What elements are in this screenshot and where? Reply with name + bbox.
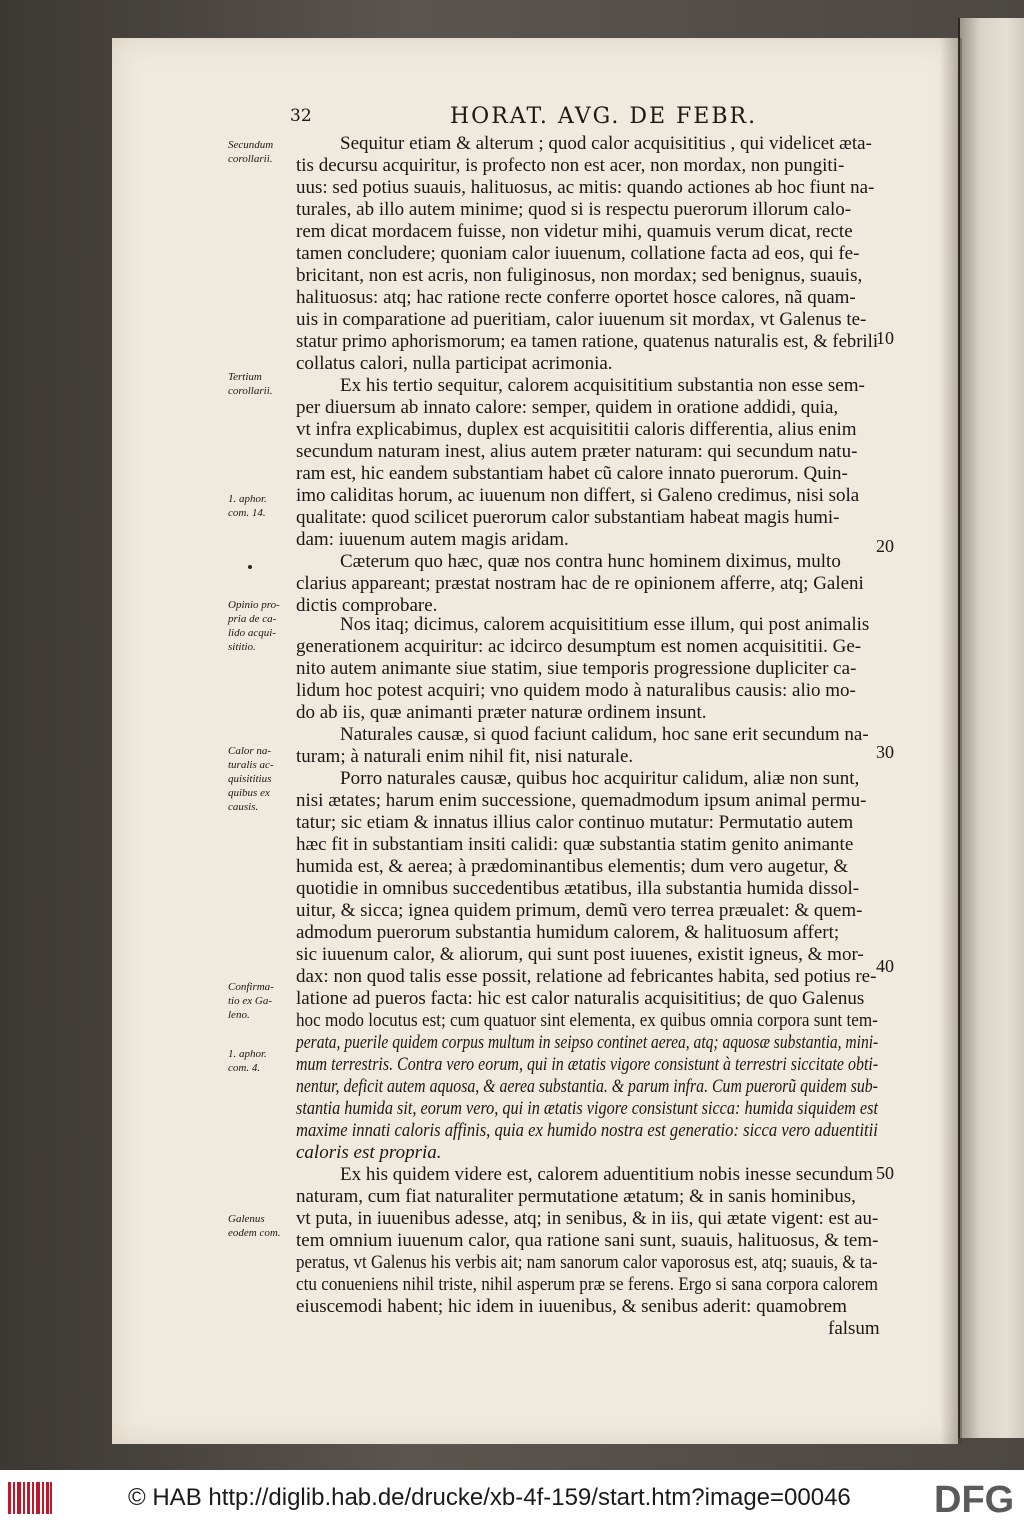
text-line: peratus, vt Galenus his verbis ait; nam sanorum calor vaporosus est, atq; suauis, & ta- <box>296 1252 878 1273</box>
text-line: nisi ætates; harum enim successione, quemadmodum ipsum animal permu- <box>296 790 867 811</box>
margin-note-line: Calor na- <box>228 745 272 757</box>
text-line: dax: non quod talis esse possit, relatione ad febricantes habita, sed potius re- <box>296 966 877 987</box>
line-number: 30 <box>876 742 894 762</box>
text-line: imo caliditas horum, ac iuuenum non differt, si Galeno credimus, nisi sola <box>296 485 860 506</box>
text-line: Ex his tertio sequitur, calorem acquisititium substantia non esse sem- <box>340 375 865 396</box>
text-line: sic iuuenum calor, & aliorum, qui sunt post iuuenes, existit igneus, & mor- <box>296 944 864 965</box>
margin-note-line: 1. aphor. <box>228 1048 267 1060</box>
margin-note-line: tio ex Ga- <box>228 995 272 1007</box>
margin-note-line: com. 14. <box>228 507 266 519</box>
text-line: halituosus: atq; hac ratione recte conferre oportet hosce calores, nã quam- <box>296 287 856 308</box>
text-line: secundum naturam inest, alius autem præter naturam: qui secundum natu- <box>296 441 858 462</box>
margin-note-line: pria de ca- <box>228 613 277 625</box>
text-line: caloris est propria. <box>296 1142 442 1163</box>
text-line: naturam, cum fiat naturaliter permutatione ætatum; & in sanis hominibus, <box>296 1186 856 1207</box>
margin-note <box>228 1212 281 1240</box>
text-line: falsum <box>828 1318 880 1339</box>
text-line: vt infra explicabimus, duplex est acquisititii caloris differentia, alius enim <box>296 419 857 440</box>
text-line: Nos itaq; dicimus, calorem acquisititium esse illum, qui post animalis <box>340 614 870 635</box>
margin-note-line: lido acqui- <box>228 627 276 639</box>
text-line: humida est, & aerea; à prædominantibus elementis; dum vero augetur, & <box>296 856 849 877</box>
text-line: latione ad pueros facta: hic est calor naturalis acquisititius; de quo Galenus <box>296 988 865 1009</box>
barcode-icon <box>8 1482 52 1514</box>
text-line: uus: sed potius suauis, halituosus, ac mitis: quando actiones ab hoc fiunt na- <box>296 177 875 198</box>
margin-note-line: sititio. <box>228 641 256 653</box>
text-line: mum terrestris. Contra vero eorum, qui in ætatis vigore consistunt à terrestri siccitate obti- <box>296 1054 879 1075</box>
margin-note-line: Galenus <box>228 1213 265 1225</box>
text-line: quotidie in omnibus succedentibus ætatibus, illa substantia humida dissol- <box>296 878 860 899</box>
text-line: statur primo aphorismorum; ea tamen ratione, quatenus naturalis est, & febrili <box>296 331 879 352</box>
margin-note <box>228 138 273 166</box>
text-line: turales, ab illo autem minime; quod si is respectu puerorum illorum calo- <box>296 199 852 220</box>
text-line: uis in comparatione ad pueritiam, calor iuuenum sit mordax, vt Galenus te- <box>296 309 867 330</box>
text-line: do ab iis, quæ animanti præter naturæ ordinem insunt. <box>296 702 707 723</box>
page-number: 32 <box>290 106 312 126</box>
text-line: Sequitur etiam & alterum ; quod calor acquisititius , qui videlicet æta- <box>340 133 872 154</box>
margin-note <box>228 744 274 814</box>
text-line: uitur, & sicca; ignea quidem primum, demũ vero terrea præualet: & quem- <box>296 900 863 921</box>
text-line: nito autem animante siue statim, siue temporis progressione dupliciter ca- <box>296 658 857 679</box>
margin-note-line: Secundum <box>228 139 274 151</box>
margin-note-line: causis. <box>228 801 259 813</box>
text-line: Ex his quidem videre est, calorem aduentitium nobis inesse secundum <box>340 1164 873 1185</box>
margin-note <box>228 598 280 654</box>
text-line: hoc modo locutus est; cum quatuor sint elementa, ex quibus omnia corpora sunt tem- <box>296 1010 878 1031</box>
margin-note-line: corollarii. <box>228 385 273 397</box>
text-line: clarius appareant; præstat nostram hac de re opinionem afferre, atq; Galeni <box>296 573 864 594</box>
text-line: ctu conueniens nihil triste, nihil asperum præ se ferens. Ergo si sana corpora calorem <box>296 1274 878 1295</box>
margin-note-line: turalis ac- <box>228 759 274 771</box>
line-number: 40 <box>876 956 894 976</box>
text-line: hæc fit in substantiam insiti calidi: quæ substantia statim genito animante <box>296 834 854 855</box>
margin-note <box>228 1047 267 1075</box>
text-line: tatur; sic etiam & innatus illius calor continuo mutatur: Permutatio autem <box>296 812 854 833</box>
text-line: dam: iuuenum autem magis aridam. <box>296 529 569 550</box>
dfg-logo <box>934 1478 1018 1518</box>
text-line: eiuscemodi habent; hic idem in iuuenibus, & senibus aderit: quamobrem <box>296 1296 847 1317</box>
text-line: tis decursu acquiritur, is profecto non est acer, non mordax, non pungiti- <box>296 155 845 176</box>
text-line: per diuersum ab innato calore: semper, quidem in oratione addidi, quia, <box>296 397 839 418</box>
margin-note-line: Tertium <box>228 371 262 383</box>
text-line: turam; à naturali enim nihil fit, nisi naturale. <box>296 746 634 767</box>
text-line: perata, puerile quidem corpus multum in seipso continet aerea, atq; aquosæ substantia, mini- <box>296 1032 879 1053</box>
margin-note-line: 1. aphor. <box>228 493 267 505</box>
copyright-url[interactable]: © HAB http://diglib.hab.de/drucke/xb-4f-159/start.htm?image=00046 <box>128 1484 851 1511</box>
text-line: generationem acquiritur: ac idcirco desumptum est nomen acquisititii. Ge- <box>296 636 862 657</box>
text-line: tem omnium iuuenum calor, qua ratione sani sunt, suauis, halituosus, & tem- <box>296 1230 879 1251</box>
text-line: bricitant, non est acris, non fuliginosus, non mordax; sed benignus, suauis, <box>296 265 863 286</box>
line-number: 10 <box>876 328 894 348</box>
text-line: maxime innati caloris affinis, quia ex humido nostra est generatio: sicca vero aduentitii <box>296 1120 878 1141</box>
line-number: 20 <box>876 536 894 556</box>
margin-note-line: quisititius <box>228 773 272 785</box>
text-line: admodum puerorum substantia humidum calorem, & halituosum affert; <box>296 922 840 943</box>
text-line: collatus calori, nulla participat acrimonia. <box>296 353 613 374</box>
next-leaf-edge <box>958 18 1024 1438</box>
margin-note-line: quibus ex <box>228 787 270 799</box>
footer-bar <box>0 1470 1024 1527</box>
margin-note-line: eodem com. <box>228 1227 281 1239</box>
text-line: Naturales causæ, si quod faciunt calidum, hoc sane erit secundum na- <box>340 724 869 745</box>
margin-note <box>228 492 267 520</box>
margin-note <box>228 370 273 398</box>
text-line: qualitate: quod scilicet puerorum calor substantiam habeat magis humi- <box>296 507 840 528</box>
line-number: 50 <box>876 1163 894 1183</box>
page-gutter-shadow <box>940 38 962 1444</box>
running-head <box>290 104 910 134</box>
margin-note-line: leno. <box>228 1009 250 1021</box>
text-line: nentur, deficit autem aquosa, & aerea substantia. & parum infra. Cum puerorũ quidem sub- <box>296 1076 878 1097</box>
text-line: rem dicat mordacem fuisse, non videtur mihi, quamuis verum dicat, recte <box>296 221 853 242</box>
text-line: lidum hoc potest acquiri; vno quidem modo à naturalibus causis: alio mo- <box>296 680 856 701</box>
running-head-title: HORAT. AVG. DE FEBR. <box>450 104 758 129</box>
text-line: stantia humida sit, eorum vero, qui in ætatis vigore consistunt sicca: humida siquidem est <box>296 1098 878 1119</box>
svg-text:DFG: DFG <box>934 1479 1015 1518</box>
text-line: Cæterum quo hæc, quæ nos contra hunc hominem diximus, multo <box>340 551 841 572</box>
margin-note-line: corollarii. <box>228 153 273 165</box>
text-line: tamen concludere; quoniam calor iuuenum, collatione facta ad eos, qui fe- <box>296 243 860 264</box>
margin-note-line: com. 4. <box>228 1062 261 1074</box>
margin-note <box>228 980 274 1022</box>
text-line: dictis comprobare. <box>296 595 438 616</box>
margin-mark <box>248 565 252 569</box>
margin-note-line: Confirma- <box>228 981 274 993</box>
text-line: Porro naturales causæ, quibus hoc acquiritur calidum, aliæ non sunt, <box>340 768 860 789</box>
margin-note-line: Opinio pro- <box>228 599 280 611</box>
text-line: vt puta, in iuuenibus adesse, atq; in senibus, & in iis, qui ætate vigent: est au- <box>296 1208 879 1229</box>
text-line: ram est, hic eandem substantiam habet cũ calore innato puerorum. Quin- <box>296 463 848 484</box>
